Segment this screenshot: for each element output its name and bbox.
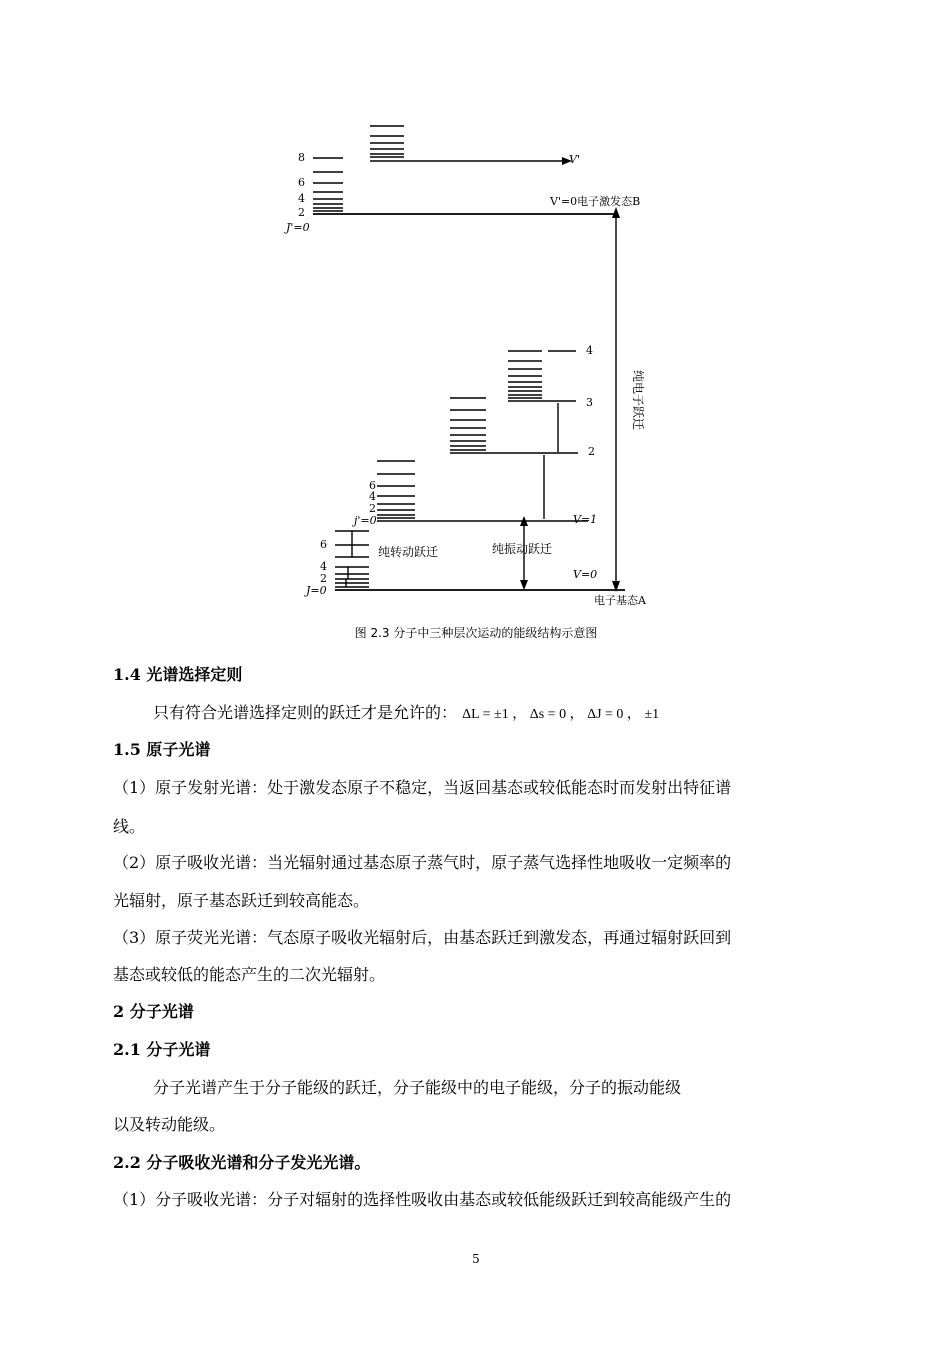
lower-j-2: 2 bbox=[320, 572, 327, 585]
molecular-spectrum-line2: 以及转动能级。 bbox=[113, 1115, 226, 1134]
upper-j-2: 2 bbox=[298, 206, 305, 219]
upper-j-4: 4 bbox=[298, 192, 305, 205]
mid-j-4: 4 bbox=[369, 490, 376, 503]
molecular-spectrum-line1: 分子光谱产生于分子能级的跃迁，分子能级中的电子能级，分子的振动能级 bbox=[153, 1078, 682, 1097]
vib-level-3: 3 bbox=[586, 396, 593, 409]
atomic-emission-line1: （1）原子发射光谱：处于激发态原子不稳定，当返回基态或较低能态时而发射出特征谱 bbox=[113, 778, 732, 797]
molecular-absorption-line1: （1）分子吸收光谱：分子对辐射的选择性吸收由基态或较低能级跃迁到较高能级产生的 bbox=[113, 1190, 732, 1209]
atomic-absorption-line2: 光辐射，原子基态跃迁到较高能态。 bbox=[113, 891, 370, 910]
section-2-title: 2 分子光谱 bbox=[113, 1002, 194, 1021]
page-number: 5 bbox=[472, 1252, 480, 1266]
energy-level-diagram bbox=[280, 110, 700, 615]
lower-j-6: 6 bbox=[320, 538, 327, 551]
atomic-absorption-line1: （2）原子吸收光谱：当光辐射通过基态原子蒸气时，原子蒸气选择性地吸收一定频率的 bbox=[113, 853, 732, 872]
section-1-4-text bbox=[153, 702, 893, 726]
v-prime-label: V' bbox=[569, 153, 580, 166]
mid-j-6: 6 bbox=[369, 479, 376, 492]
lower-j-4: 4 bbox=[320, 560, 327, 573]
pure-electronic-label: 纯电子跃迁 bbox=[631, 369, 645, 431]
excited-state-label: V'=0电子激发态B bbox=[550, 195, 641, 208]
section-1-5-title: 1.5 原子光谱 bbox=[113, 740, 211, 759]
section-2-1-title: 2.1 分子光谱 bbox=[113, 1040, 211, 1059]
v1-label: V=1 bbox=[573, 513, 598, 526]
selection-rule-formula: ΔL = ±1 ， Δs = 0 ， ΔJ = 0 ， ±1 bbox=[462, 707, 660, 722]
upper-j-6: 6 bbox=[298, 176, 305, 189]
section-2-2-title: 2.2 分子吸收光谱和分子发光光谱。 bbox=[113, 1153, 371, 1172]
lower-j-zero-label: J=0 bbox=[306, 584, 327, 597]
pure-rotational-label: 纯转动跃迁 bbox=[378, 545, 439, 559]
mid-j-2: 2 bbox=[369, 502, 376, 515]
atomic-fluorescence-line2: 基态或较低的能态产生的二次光辐射。 bbox=[113, 965, 386, 984]
j-prime-zero-label: J'=0 bbox=[286, 221, 310, 234]
ground-state-label: 电子基态A bbox=[594, 594, 646, 607]
mid-j-zero-label: j'=0 bbox=[354, 514, 377, 527]
figure-caption: 图 2.3 分子中三种层次运动的能级结构示意图 bbox=[354, 626, 598, 640]
section-1-4-title: 1.4 光谱选择定则 bbox=[113, 665, 243, 684]
selection-rule-text: 只有符合光谱选择定则的跃迁才是允许的： bbox=[153, 703, 458, 722]
vib-level-2: 2 bbox=[588, 445, 595, 458]
upper-j-8: 8 bbox=[298, 151, 305, 164]
vib-level-4: 4 bbox=[586, 344, 593, 357]
pure-vibrational-label: 纯振动跃迁 bbox=[492, 542, 553, 556]
v0-label: V=0 bbox=[573, 568, 598, 581]
atomic-fluorescence-line1: （3）原子荧光光谱：气态原子吸收光辐射后，由基态跃迁到激发态，再通过辐射跃回到 bbox=[113, 928, 732, 947]
atomic-emission-line2: 线。 bbox=[113, 817, 146, 836]
